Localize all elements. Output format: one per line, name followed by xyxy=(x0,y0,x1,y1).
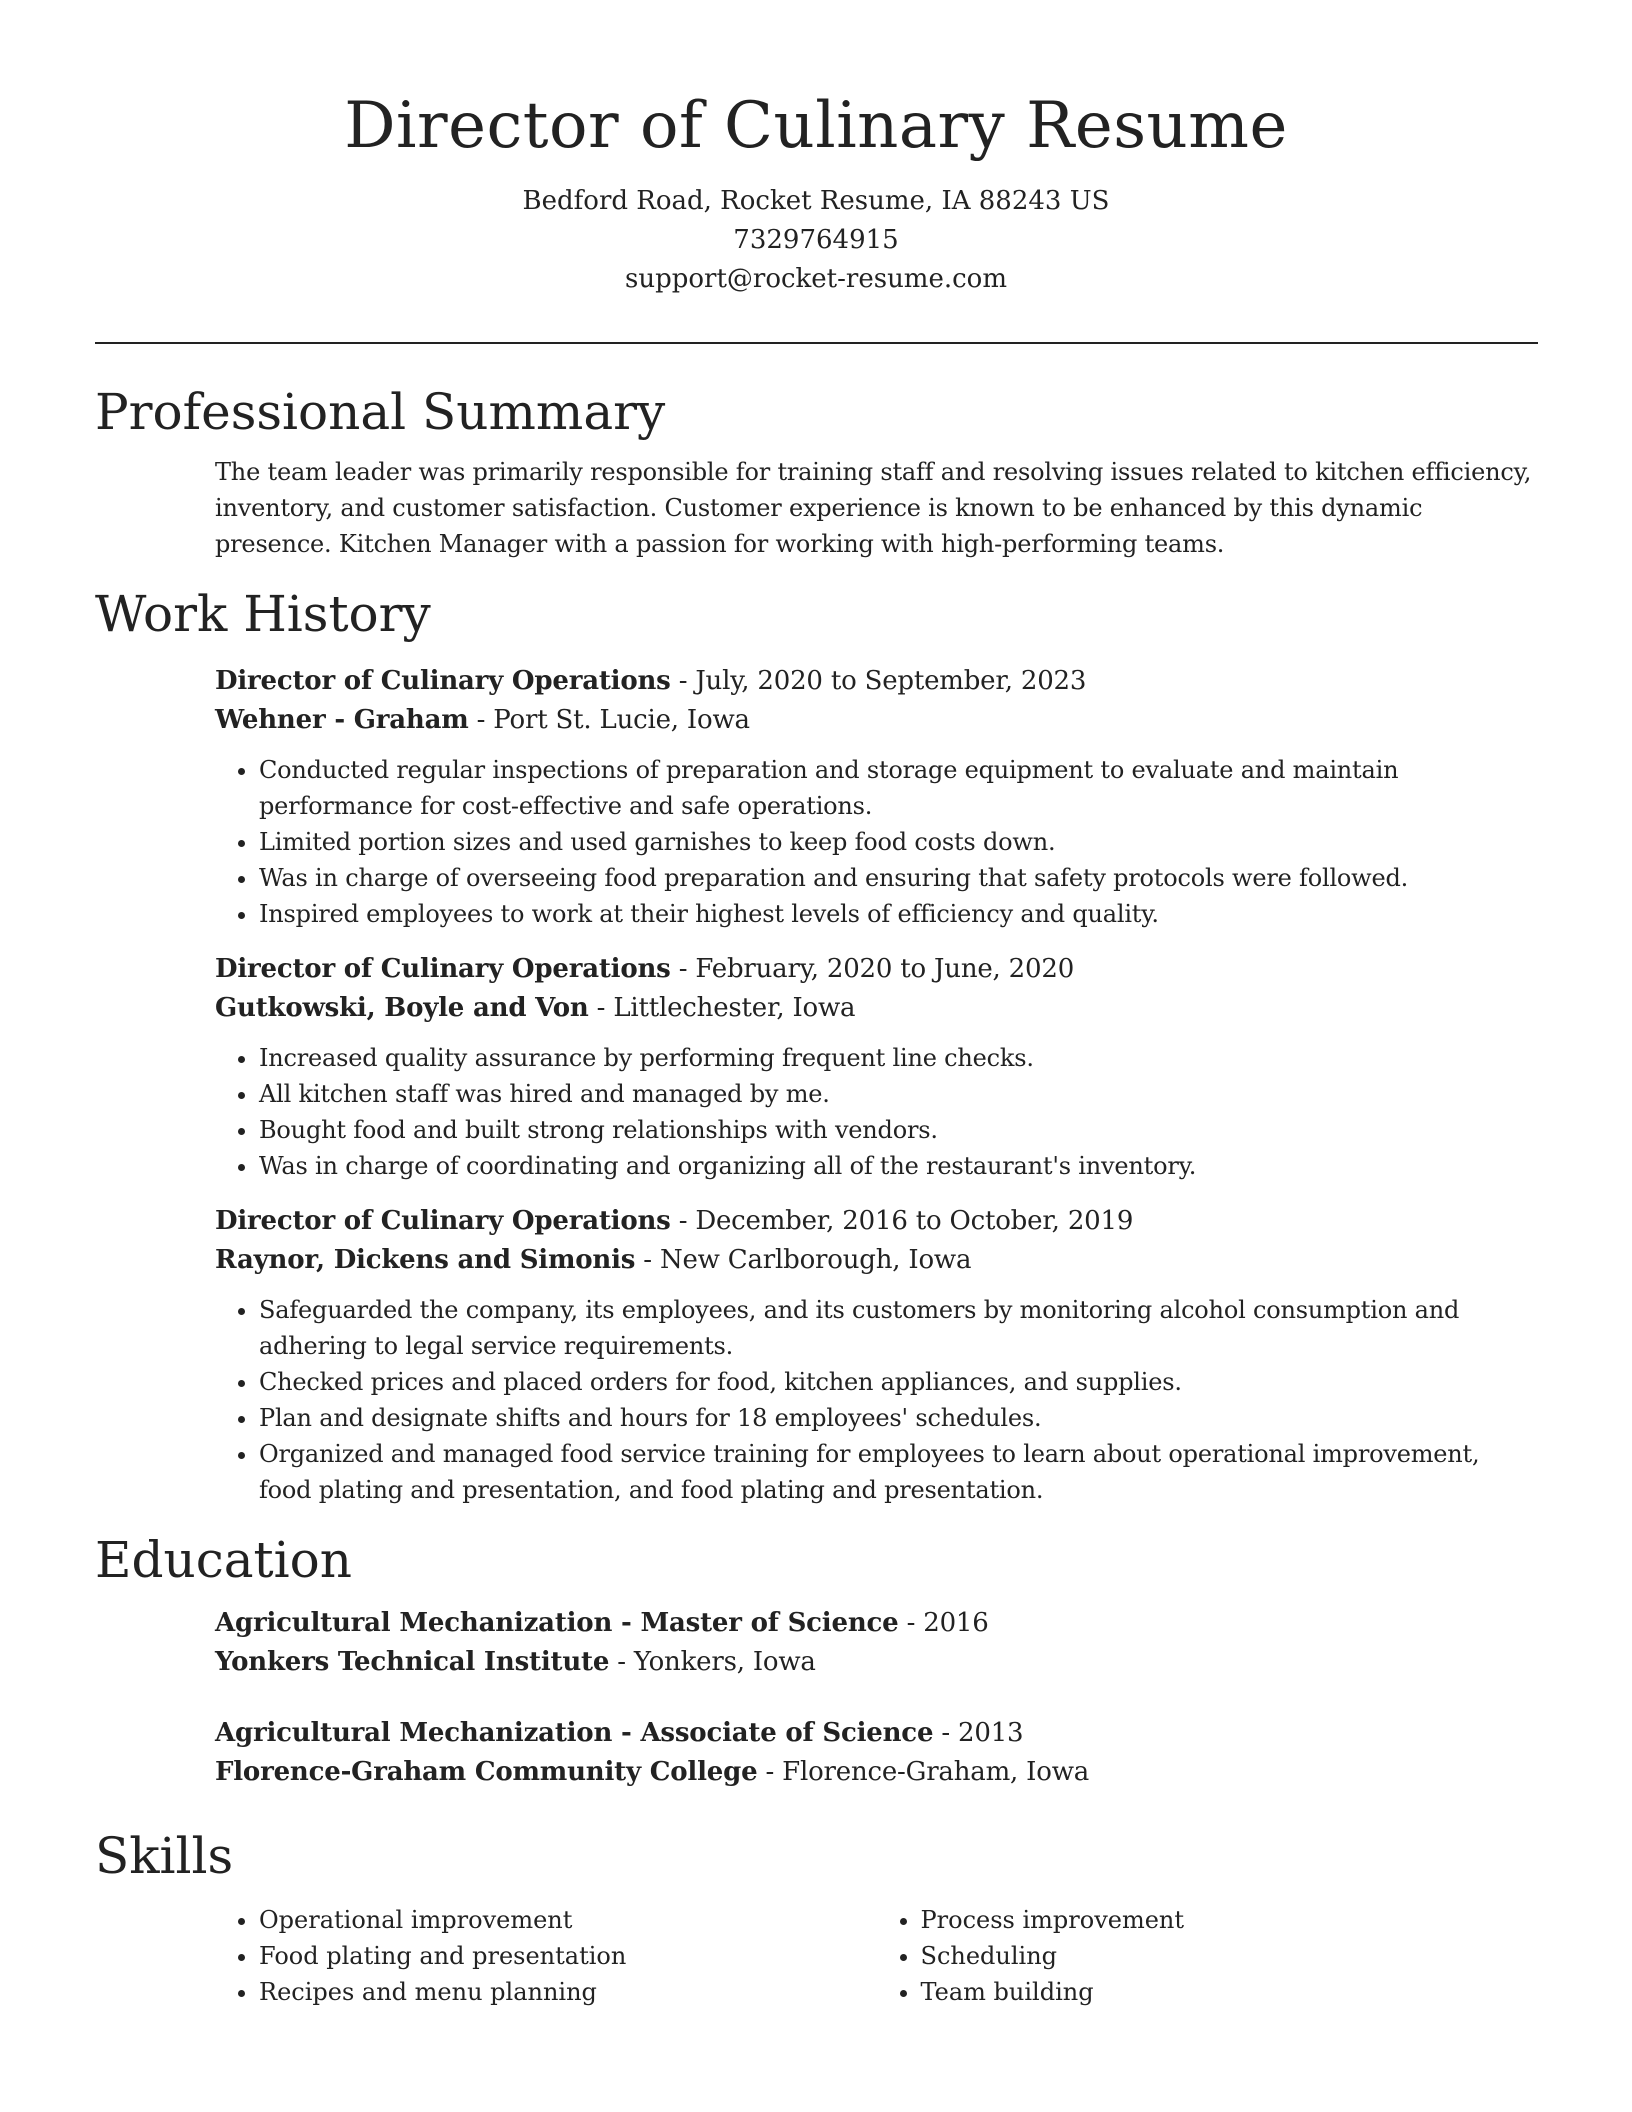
contact-info xyxy=(0,182,1632,299)
job-company-line xyxy=(215,1241,1538,1280)
degree-field: Agricultural Mechanization xyxy=(215,1718,613,1748)
list-item: • Was in charge of overseeing food preparation and ensuring that safety protocols were followed. xyxy=(259,860,1538,896)
job-title: Director of Culinary Operations xyxy=(215,1206,671,1236)
job-entry xyxy=(215,950,1538,1184)
degree-year: - 2016 xyxy=(898,1608,989,1638)
job-company: Wehner - Graham xyxy=(215,705,469,735)
job-dates: - July, 2020 to September, 2023 xyxy=(670,666,1087,696)
degree-line: Agricultural Mechanization - Associate of Science - 2013 xyxy=(215,1718,1024,1748)
job-company-line xyxy=(215,701,1538,740)
list-item: • Safeguarded the company, its employees, and its customers by monitoring alcohol consumption and adhering to legal service requirements. xyxy=(259,1292,1538,1364)
job-company: Gutkowski, Boyle and Von xyxy=(215,993,589,1023)
job-company-line xyxy=(215,989,1538,1028)
job-title: Director of Culinary Operations xyxy=(215,666,671,696)
skill-item: • Food plating and presentation xyxy=(259,1938,877,1974)
skills-column-right xyxy=(877,1902,1539,2010)
work-history-heading: Work History xyxy=(95,585,431,643)
skills-grid xyxy=(215,1902,1538,2010)
job-title-line xyxy=(215,1202,1538,1241)
school-line xyxy=(215,1753,1538,1792)
list-item: • Increased quality assurance by performing frequent line checks. xyxy=(259,1040,1538,1076)
skills-heading: Skills xyxy=(95,1827,234,1885)
list-item: • Checked prices and placed orders for food, kitchen appliances, and supplies. xyxy=(259,1364,1538,1400)
job-company: Raynor, Dickens and Simonis xyxy=(215,1245,636,1275)
list-item: • All kitchen staff was hired and managed by me. xyxy=(259,1076,1538,1112)
job-location: - Littlechester, Iowa xyxy=(588,993,856,1023)
summary-section xyxy=(95,380,1538,562)
list-item: • Conducted regular inspections of preparation and storage equipment to evaluate and maintain performance for cost-effective and safe operations. xyxy=(259,752,1538,824)
list-item: • Inspired employees to work at their highest levels of efficiency and quality. xyxy=(259,896,1538,932)
contact-address: Bedford Road, Rocket Resume, IA 88243 US xyxy=(522,186,1110,216)
education-entry xyxy=(215,1604,1538,1682)
job-bullets xyxy=(215,1292,1538,1508)
summary-text: The team leader was primarily responsible for training staff and resolving issues related to kitchen efficiency, inventory, and customer satisfaction. Customer experience is known to be enhanced by this dynamic presence. Kitchen Manager with a passion for working with high-performing teams. xyxy=(215,458,1532,558)
skill-item: • Team building xyxy=(921,1974,1539,2010)
job-bullets xyxy=(215,1040,1538,1184)
job-location: - New Carlborough, Iowa xyxy=(635,1245,972,1275)
resume-body xyxy=(95,380,1538,2010)
degree-year: - 2013 xyxy=(933,1718,1024,1748)
education-heading: Education xyxy=(95,1531,352,1589)
list-item: • Organized and managed food service training for employees to learn about operational improvement, food plating and presentation, and food plating and presentation. xyxy=(259,1436,1538,1508)
job-title: Director of Culinary Operations xyxy=(215,954,671,984)
degree-line: Agricultural Mechanization - Master of Science - 2016 xyxy=(215,1608,989,1638)
degree-name: Master of Science xyxy=(640,1608,899,1638)
education-section xyxy=(95,1528,1538,1792)
summary-heading: Professional Summary xyxy=(95,383,666,441)
skill-item: • Scheduling xyxy=(921,1938,1539,1974)
job-entry xyxy=(215,662,1538,932)
skill-item: • Operational improvement xyxy=(259,1902,877,1938)
school-line xyxy=(215,1643,1538,1682)
school-location: - Yonkers, Iowa xyxy=(609,1647,816,1677)
skill-item: • Recipes and menu planning xyxy=(259,1974,877,2010)
skills-column-left xyxy=(215,1902,877,2010)
school-location: - Florence-Graham, Iowa xyxy=(757,1757,1090,1787)
skill-item: • Process improvement xyxy=(921,1902,1539,1938)
list-item: • Plan and designate shifts and hours for 18 employees' schedules. xyxy=(259,1400,1538,1436)
page-title: Director of Culinary Resume xyxy=(344,89,1288,163)
job-bullets xyxy=(215,752,1538,932)
header-divider xyxy=(95,342,1538,344)
school-name: Yonkers Technical Institute xyxy=(215,1647,610,1677)
job-dates: - February, 2020 to June, 2020 xyxy=(670,954,1075,984)
resume-header xyxy=(0,0,1632,299)
job-title-line xyxy=(215,662,1538,701)
job-entry xyxy=(215,1202,1538,1508)
skills-section xyxy=(95,1824,1538,2010)
school-name: Florence-Graham Community College xyxy=(215,1757,758,1787)
education-entry xyxy=(215,1714,1538,1792)
degree-field: Agricultural Mechanization xyxy=(215,1608,613,1638)
job-title-line xyxy=(215,950,1538,989)
contact-email: support@rocket-resume.com xyxy=(624,264,1007,294)
list-item: • Bought food and built strong relationships with vendors. xyxy=(259,1112,1538,1148)
list-item: • Limited portion sizes and used garnishes to keep food costs down. xyxy=(259,824,1538,860)
job-dates: - December, 2016 to October, 2019 xyxy=(670,1206,1134,1236)
work-history-section xyxy=(95,582,1538,1508)
degree-name: Associate of Science xyxy=(640,1718,934,1748)
contact-phone: 7329764915 xyxy=(733,225,899,255)
list-item: • Was in charge of coordinating and organizing all of the restaurant's inventory. xyxy=(259,1148,1538,1184)
job-location: - Port St. Lucie, Iowa xyxy=(468,705,750,735)
